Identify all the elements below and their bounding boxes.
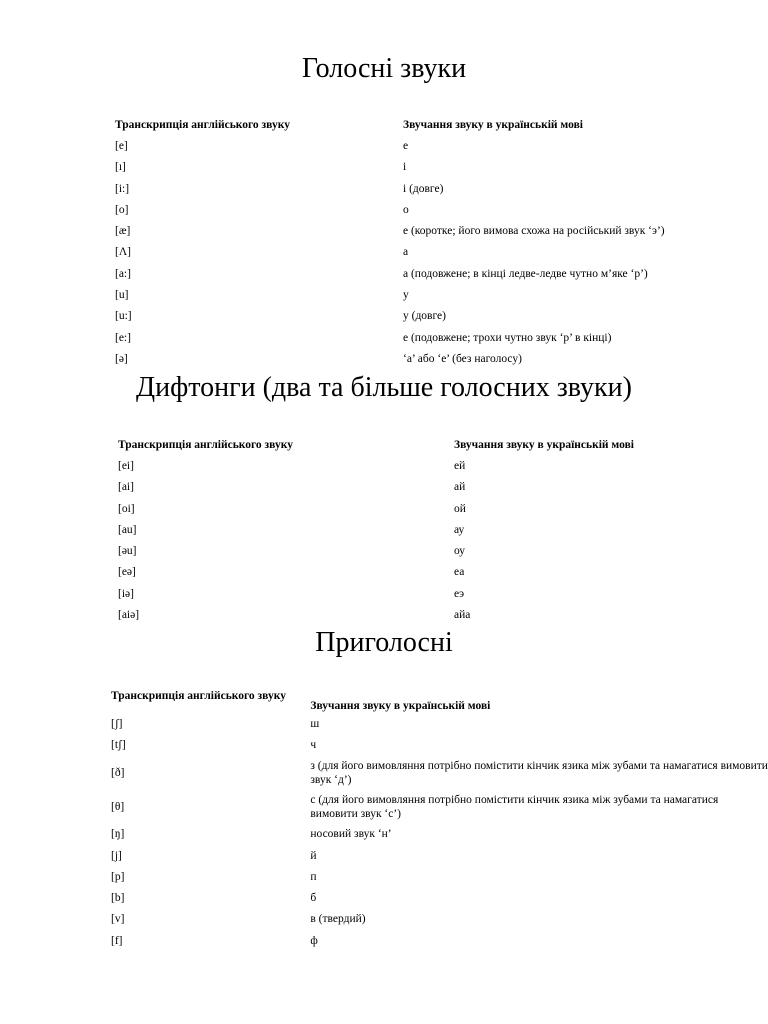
table-row xyxy=(118,583,634,604)
table-row xyxy=(111,790,768,824)
pronunciation-cell: ш xyxy=(310,717,320,730)
transcription-cell: [oi] xyxy=(118,502,135,515)
column-header-pronunciation: Звучання звуку в українській мові xyxy=(454,438,634,451)
pronunciation-cell: еа xyxy=(454,566,465,579)
pronunciation-cell: ей xyxy=(454,459,466,472)
table-row xyxy=(118,498,634,519)
table-row xyxy=(111,756,768,790)
table-row xyxy=(118,540,634,561)
transcription-cell: [ŋ] xyxy=(111,828,125,841)
pronunciation-cell: е xyxy=(403,139,409,152)
pronunciation-cell: б xyxy=(310,892,317,905)
pronunciation-cell: о xyxy=(403,203,409,216)
transcription-cell: [v] xyxy=(111,913,125,926)
pronunciation-cell: носовий звук ‘н’ xyxy=(310,828,392,841)
vowels-title: Голосні звуки xyxy=(301,53,467,84)
pronunciation-cell: оу xyxy=(454,545,466,558)
pronunciation-cell: ‘а’ або ‘е’ (без наголосу) xyxy=(403,352,522,365)
transcription-cell: [tʃ] xyxy=(111,738,126,751)
transcription-cell: [θ] xyxy=(111,800,125,813)
pronunciation-cell: ау xyxy=(454,523,465,536)
pronunciation-cell: ай xyxy=(454,481,466,494)
transcription-cell: [iə] xyxy=(118,587,134,600)
pronunciation-cell: ч xyxy=(310,738,317,751)
table-header-row xyxy=(115,114,665,135)
pronunciation-cell: а (подовжене; в кінці ледве-ледве чутно м’яке ‘р’) xyxy=(403,267,648,280)
table-row xyxy=(115,157,665,178)
pronunciation-cell: й xyxy=(310,849,317,862)
table-row xyxy=(115,327,665,348)
transcription-cell: [ʃ] xyxy=(111,717,123,730)
column-header-pronunciation: Звучання звуку в українській мові xyxy=(403,118,583,131)
transcription-cell: [ei] xyxy=(118,459,134,472)
column-header-transcription: Транскрипція англійського звуку xyxy=(118,438,293,451)
pronunciation-cell: е (подовжене; трохи чутно звук ‘р’ в кінці) xyxy=(403,331,612,344)
transcription-cell: [ai] xyxy=(118,481,134,494)
pronunciation-cell: ф xyxy=(310,934,318,947)
transcription-cell: [ð] xyxy=(111,766,125,779)
table-row xyxy=(111,887,768,908)
transcription-cell: [æ] xyxy=(115,225,131,238)
table-row xyxy=(111,734,768,755)
pronunciation-cell: айа xyxy=(454,609,471,622)
table-row xyxy=(115,178,665,199)
transcription-cell: [eə] xyxy=(118,566,136,579)
transcription-cell: [o] xyxy=(115,203,129,216)
table-row xyxy=(118,562,634,583)
column-header-pronunciation: Звучання звуку в українській мові xyxy=(310,700,491,712)
pronunciation-cell: еэ xyxy=(454,587,465,600)
transcription-cell: [ə] xyxy=(115,352,128,365)
transcription-cell: [f] xyxy=(111,934,123,947)
table-row xyxy=(111,930,768,951)
transcription-cell: [əu] xyxy=(118,545,137,558)
transcription-cell: [j] xyxy=(111,849,122,862)
pronunciation-cell: і (довге) xyxy=(403,182,444,195)
pronunciation-cell: с (для його вимовляння потрібно помістити кінчик язика між зубами та намагатися вимовити звук ‘с’) xyxy=(310,793,719,820)
transcription-cell: [b] xyxy=(111,892,125,905)
transcription-cell: [Λ] xyxy=(115,246,131,259)
table-header-row xyxy=(111,680,768,713)
transcription-cell: [au] xyxy=(118,523,137,536)
table-row xyxy=(115,306,665,327)
table-row xyxy=(118,604,634,625)
pronunciation-cell: і xyxy=(403,161,407,174)
table-row xyxy=(115,242,665,263)
table-row xyxy=(111,845,768,866)
pronunciation-cell: у xyxy=(403,289,409,302)
table-header-row xyxy=(118,434,634,455)
table-row xyxy=(115,263,665,284)
pronunciation-cell: у (довге) xyxy=(403,310,446,323)
table-row xyxy=(115,348,665,369)
transcription-cell: [a:] xyxy=(115,267,131,280)
pronunciation-cell: з (для його вимовляння потрібно помістити кінчик язика між зубами та намагатися вимовити звук ‘д’) xyxy=(310,759,768,786)
pronunciation-cell: ой xyxy=(454,502,466,515)
table-row xyxy=(111,713,768,734)
transcription-cell: [е:] xyxy=(115,331,131,344)
column-header-transcription: Транскрипція англійського звуку xyxy=(111,690,286,702)
table-row xyxy=(115,199,665,220)
table-row xyxy=(115,135,665,156)
diphthongs-table xyxy=(118,434,634,626)
transcription-cell: [aiə] xyxy=(118,609,140,622)
diphthongs-title: Дифтонги (два та більше голосних звуки) xyxy=(136,372,632,403)
transcription-cell: [ı] xyxy=(115,161,126,174)
vowels-table xyxy=(115,114,665,370)
table-row xyxy=(111,866,768,887)
pronunciation-cell: п xyxy=(310,870,317,883)
transcription-cell: [u] xyxy=(115,289,129,302)
table-row xyxy=(111,824,768,845)
consonants-table xyxy=(111,680,768,951)
transcription-cell: [i:] xyxy=(115,182,130,195)
table-row xyxy=(118,477,634,498)
table-row xyxy=(118,455,634,476)
transcription-cell: [u:] xyxy=(115,310,132,323)
table-row xyxy=(115,220,665,241)
pronunciation-cell: е (коротке; його вимова схожа на російський звук ‘э’) xyxy=(403,225,665,238)
transcription-cell: [e] xyxy=(115,139,128,152)
table-row xyxy=(115,284,665,305)
pronunciation-cell: в (твердий) xyxy=(310,913,366,926)
transcription-cell: [p] xyxy=(111,870,125,883)
table-row xyxy=(111,909,768,930)
table-row xyxy=(118,519,634,540)
pronunciation-cell: а xyxy=(403,246,409,259)
consonants-title: Приголосні xyxy=(315,627,453,658)
column-header-transcription: Транскрипція англійського звуку xyxy=(115,118,290,131)
